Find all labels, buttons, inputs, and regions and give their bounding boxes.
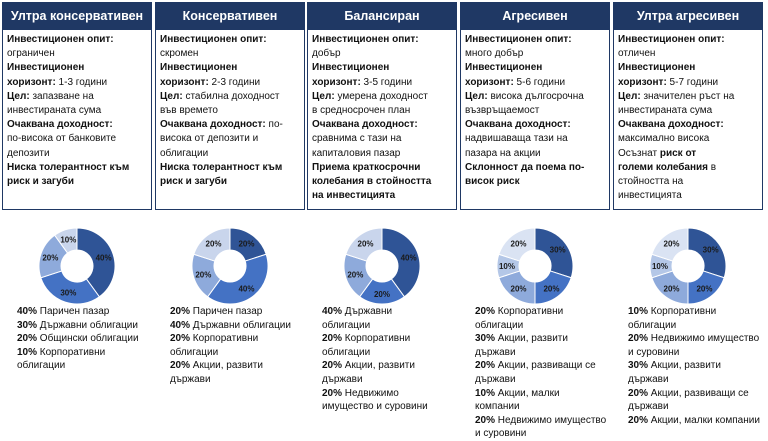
description-text: хоризонт: <box>465 76 514 88</box>
legend-label: облигации <box>475 319 524 331</box>
description-line <box>465 90 605 104</box>
description-text: Инвестиционен <box>7 62 85 74</box>
legend-label: имущество и суровини <box>322 401 428 413</box>
description-text: Очаквана доходност: <box>618 119 724 131</box>
legend-label: Акции, развити <box>495 333 568 345</box>
legend-item <box>475 387 610 401</box>
allocation-legend <box>628 305 768 427</box>
description-line <box>465 118 605 132</box>
allocation-donut-chart <box>190 226 270 306</box>
legend-percent: 10% <box>475 387 496 399</box>
donut-slice-label: 10% <box>60 235 77 245</box>
description-text: в средносрочен план <box>312 105 411 117</box>
legend-label: облигации <box>628 319 677 331</box>
donut-slice-label: 20% <box>205 239 222 249</box>
profile-column <box>460 2 610 210</box>
allocation-legend <box>475 305 610 441</box>
description-line <box>312 161 452 175</box>
description-value: 3-5 години <box>360 76 413 88</box>
description-text: ограничен <box>7 48 55 60</box>
description-emphasis: риск от <box>659 147 697 159</box>
description-value: по- <box>265 119 283 131</box>
legend-label: Акции, развиващи се <box>495 360 596 372</box>
description-text: Очаквана доходност: <box>160 119 266 131</box>
allocation-donut-chart <box>37 226 117 306</box>
legend-percent: 10% <box>628 306 649 317</box>
legend-item <box>475 359 610 373</box>
description-line <box>7 61 147 75</box>
legend-percent: 20% <box>170 306 191 317</box>
donut-slice-label: 20% <box>663 284 680 294</box>
profile-description <box>613 30 763 210</box>
description-line <box>312 118 452 132</box>
donut-slice-label: 40% <box>238 284 255 294</box>
description-text: Цел: <box>618 90 641 102</box>
description-text: Ниска толерантност към <box>160 161 283 173</box>
legend-label: Корпоративни <box>495 306 564 317</box>
description-text: във времето <box>160 105 218 117</box>
description-value: висока дългосрочна <box>487 90 584 102</box>
legend-item <box>628 319 768 333</box>
description-line <box>160 76 300 90</box>
description-text: много добър <box>465 48 524 60</box>
profile-title: Агресивен <box>460 2 610 30</box>
description-line <box>618 61 758 75</box>
description-text: Инвестиционен опит: <box>312 34 419 45</box>
legend-item <box>17 319 152 333</box>
legend-label: облигации <box>322 319 371 331</box>
legend-label: Паричен пазар <box>190 306 263 317</box>
description-line <box>160 147 300 161</box>
profile-description <box>460 30 610 210</box>
description-text: колебания в стойността <box>312 176 432 188</box>
description-line <box>7 104 147 118</box>
description-value: в <box>708 161 717 173</box>
donut-slice-label: 20% <box>543 284 560 294</box>
description-line <box>160 90 300 104</box>
legend-item <box>475 319 610 333</box>
legend-item <box>475 332 610 346</box>
legend-item <box>322 346 457 360</box>
profile-column <box>155 2 305 210</box>
legend-item <box>322 359 457 373</box>
description-text: Инвестиционен опит: <box>465 34 572 45</box>
allocation-donut-chart <box>342 226 422 306</box>
description-text: риск и загуби <box>160 176 227 188</box>
description-line <box>7 33 147 47</box>
description-text: Инвестиционен <box>160 62 238 74</box>
legend-item <box>170 319 305 333</box>
legend-label: Паричен пазар <box>37 306 110 317</box>
description-text: инвестираната сума <box>7 105 102 117</box>
legend-percent: 20% <box>628 333 649 345</box>
profile-title: Балансиран <box>307 2 457 30</box>
description-text: Цел: <box>7 90 30 102</box>
legend-label: Държавни <box>342 306 393 317</box>
description-line <box>618 118 758 132</box>
description-text: Цел: <box>160 90 183 102</box>
description-text: отличен <box>618 48 656 60</box>
legend-percent: 20% <box>322 387 343 399</box>
legend-percent: 20% <box>475 360 496 372</box>
description-text: Инвестиционен опит: <box>7 34 114 45</box>
description-line <box>618 47 758 61</box>
legend-label: Недвижимо имущество <box>648 333 760 345</box>
description-text: сравнима с тази на <box>312 133 402 145</box>
description-line <box>618 132 758 146</box>
legend-label: държави <box>170 373 211 385</box>
legend-item <box>170 332 305 346</box>
donut-slice-label: 40% <box>400 253 417 263</box>
legend-item <box>322 305 457 319</box>
description-text: надвишаваща тази на <box>465 133 568 145</box>
description-text: облигации <box>160 147 209 159</box>
description-text: Цел: <box>465 90 488 102</box>
legend-label: Акции, малки <box>495 387 560 399</box>
legend-percent: 30% <box>475 333 496 345</box>
legend-label: Корпоративни <box>190 333 259 345</box>
legend-item <box>475 400 610 414</box>
description-line <box>7 147 147 161</box>
legend-label: облигации <box>170 346 219 358</box>
description-line <box>618 175 758 189</box>
description-line <box>312 76 452 90</box>
description-text: големи колебания <box>618 161 709 173</box>
legend-percent: 20% <box>322 333 343 345</box>
description-line <box>7 161 147 175</box>
description-line <box>465 175 605 189</box>
donut-slice-label: 30% <box>549 245 566 255</box>
legend-percent: 20% <box>170 360 191 372</box>
description-line <box>618 90 758 104</box>
legend-label: Недвижимо имущество <box>495 414 607 426</box>
donut-slice-label: 20% <box>696 284 713 294</box>
profile-title: Ултра консервативен <box>2 2 152 30</box>
legend-label: компании <box>475 401 520 413</box>
legend-item <box>322 387 457 401</box>
legend-percent: 20% <box>322 360 343 372</box>
description-value: 5-7 години <box>666 76 719 88</box>
description-text: Инвестиционен опит: <box>618 34 725 45</box>
description-line <box>465 33 605 47</box>
legend-label: държави <box>628 401 669 413</box>
profile-column <box>2 2 152 210</box>
description-text: Инвестиционен опит: <box>160 34 267 45</box>
legend-label: държави <box>322 373 363 385</box>
profile-column <box>613 2 763 210</box>
description-text: хоризонт: <box>312 76 361 88</box>
legend-item <box>170 359 305 373</box>
legend-item <box>170 305 305 319</box>
description-text: риск и загуби <box>7 176 74 188</box>
legend-percent: 30% <box>17 319 38 331</box>
description-line <box>312 147 452 161</box>
description-line <box>618 189 758 203</box>
legend-percent: 20% <box>170 333 191 345</box>
legend-label: Акции, малки компании <box>648 414 760 426</box>
legend-item <box>322 400 457 414</box>
legend-item <box>475 373 610 387</box>
donut-slice-label: 30% <box>702 245 719 255</box>
donut-slice-label: 20% <box>663 239 680 249</box>
legend-label: Акции, развиващи се <box>648 387 749 399</box>
description-line <box>465 76 605 90</box>
description-text: висок риск <box>465 176 520 188</box>
profile-description <box>307 30 457 210</box>
legend-item <box>475 346 610 360</box>
description-text: по-висока от банковите <box>7 133 117 145</box>
legend-item <box>17 332 152 346</box>
legend-item <box>628 305 768 319</box>
legend-label: облигации <box>17 360 66 372</box>
description-line <box>312 33 452 47</box>
description-text: на инвестицията <box>312 190 396 202</box>
legend-item <box>322 319 457 333</box>
description-value: запазване на <box>29 90 94 102</box>
legend-item <box>628 359 768 373</box>
description-text: Склонност да поема по- <box>465 161 585 173</box>
legend-item <box>628 400 768 414</box>
description-text: възвръщаемост <box>465 105 540 117</box>
legend-percent: 40% <box>17 306 38 317</box>
description-text: хоризонт: <box>7 76 56 88</box>
donut-slice-label: 10% <box>651 262 669 271</box>
description-value: 5-6 години <box>513 76 566 88</box>
description-line <box>618 147 758 161</box>
legend-label: и суровини <box>475 428 527 440</box>
donut-slice-label: 20% <box>357 239 374 249</box>
description-text: висока от депозити и <box>160 133 259 145</box>
legend-label: Недвижимо <box>342 387 399 399</box>
description-line <box>312 132 452 146</box>
description-line <box>7 175 147 189</box>
description-line <box>312 90 452 104</box>
description-line <box>7 132 147 146</box>
legend-label: и суровини <box>628 346 680 358</box>
donut-slice-label: 20% <box>373 290 391 299</box>
description-text: хоризонт: <box>618 76 667 88</box>
description-text: Очаквана доходност: <box>7 119 113 131</box>
description-text: Ниска толерантност към <box>7 161 130 173</box>
description-line <box>312 47 452 61</box>
legend-item <box>170 373 305 387</box>
legend-percent: 20% <box>475 306 496 317</box>
description-text: Цел: <box>312 90 335 102</box>
description-line <box>312 175 452 189</box>
legend-percent: 20% <box>628 387 649 399</box>
legend-percent: 40% <box>322 306 343 317</box>
legend-percent: 40% <box>170 319 191 331</box>
profile-title: Ултра агресивен <box>613 2 763 30</box>
description-text: стойността на <box>618 176 684 188</box>
legend-label: Акции, развити <box>342 360 415 372</box>
legend-label: Общински облигации <box>37 333 139 345</box>
legend-item <box>475 305 610 319</box>
donut-slice-label: 20% <box>510 284 527 294</box>
legend-item <box>628 414 768 428</box>
description-text: капиталовия пазар <box>312 147 401 159</box>
legend-item <box>170 346 305 360</box>
legend-label: държави <box>475 373 516 385</box>
donut-slice-label: 40% <box>95 253 112 263</box>
description-text: пазара на акции <box>465 147 541 159</box>
allocation-donut-chart <box>495 226 575 306</box>
donut-slice-label: 20% <box>42 253 59 263</box>
allocation-legend <box>322 305 457 414</box>
description-text: скромен <box>160 48 199 60</box>
description-value: умерена доходност <box>334 90 428 102</box>
legend-percent: 20% <box>475 414 496 426</box>
description-value: значителен ръст на <box>640 90 735 102</box>
donut-slice-label: 20% <box>238 239 255 249</box>
description-value: стабилна доходност <box>182 90 280 102</box>
description-text: инвестицията <box>618 190 682 202</box>
description-line <box>160 175 300 189</box>
description-text: хоризонт: <box>160 76 209 88</box>
donut-slice-label: 20% <box>347 270 364 280</box>
legend-item <box>322 332 457 346</box>
legend-label: Корпоративни <box>37 346 106 358</box>
description-line <box>160 61 300 75</box>
description-line <box>160 161 300 175</box>
description-line <box>160 104 300 118</box>
description-text: Приема краткосрочни <box>312 161 421 173</box>
legend-item <box>475 414 610 428</box>
legend-item <box>17 359 152 373</box>
legend-label: Акции, развити <box>190 360 263 372</box>
description-text: Инвестиционен <box>618 62 696 74</box>
description-line <box>618 33 758 47</box>
description-line <box>618 76 758 90</box>
donut-slice-label: 10% <box>498 262 516 271</box>
description-line <box>160 132 300 146</box>
legend-label: Корпоративни <box>342 333 411 345</box>
description-line <box>465 47 605 61</box>
description-line <box>465 104 605 118</box>
description-line <box>465 147 605 161</box>
description-value: 2-3 години <box>208 76 261 88</box>
legend-item <box>628 373 768 387</box>
profile-description <box>155 30 305 210</box>
description-line <box>7 76 147 90</box>
description-text: инвестираната сума <box>618 105 713 117</box>
legend-label: Държавни облигации <box>37 319 138 331</box>
description-line <box>160 33 300 47</box>
legend-label: Корпоративни <box>648 306 717 317</box>
legend-item <box>17 346 152 360</box>
donut-slice-label: 20% <box>195 270 212 280</box>
profile-title: Консервативен <box>155 2 305 30</box>
description-line <box>7 90 147 104</box>
legend-item <box>628 346 768 360</box>
description-line <box>465 132 605 146</box>
legend-item <box>322 373 457 387</box>
donut-slice-label: 30% <box>60 288 77 298</box>
description-text: Инвестиционен <box>465 62 543 74</box>
allocation-legend <box>17 305 152 373</box>
legend-item <box>628 332 768 346</box>
legend-percent: 20% <box>628 414 649 426</box>
description-text: Инвестиционен <box>312 62 390 74</box>
legend-item <box>475 427 610 441</box>
legend-item <box>17 305 152 319</box>
donut-slice-label: 20% <box>510 239 527 249</box>
legend-item <box>628 387 768 401</box>
legend-label: Акции, развити <box>648 360 721 372</box>
description-text: максимално висока <box>618 133 710 145</box>
description-line <box>465 61 605 75</box>
legend-percent: 10% <box>17 346 38 358</box>
description-text: депозити <box>7 147 50 159</box>
description-value: 1-3 години <box>55 76 108 88</box>
legend-label: държави <box>475 346 516 358</box>
legend-label: Държавни облигации <box>190 319 291 331</box>
description-line <box>312 104 452 118</box>
legend-percent: 30% <box>628 360 649 372</box>
description-line <box>312 61 452 75</box>
description-line <box>312 189 452 203</box>
description-text: Очаквана доходност: <box>312 119 418 131</box>
legend-percent: 20% <box>17 333 38 345</box>
legend-label: облигации <box>322 346 371 358</box>
allocation-legend <box>170 305 305 387</box>
legend-label: държави <box>628 373 669 385</box>
description-text: Очаквана доходност: <box>465 119 571 131</box>
description-line <box>7 118 147 132</box>
description-line <box>160 118 300 132</box>
description-line <box>618 161 758 175</box>
profile-description <box>2 30 152 210</box>
description-text: Осъзнат <box>618 147 660 159</box>
allocation-donut-chart <box>648 226 728 306</box>
description-text: добър <box>312 48 341 60</box>
description-line <box>465 161 605 175</box>
description-line <box>618 104 758 118</box>
description-line <box>7 47 147 61</box>
profile-column <box>307 2 457 210</box>
description-line <box>160 47 300 61</box>
